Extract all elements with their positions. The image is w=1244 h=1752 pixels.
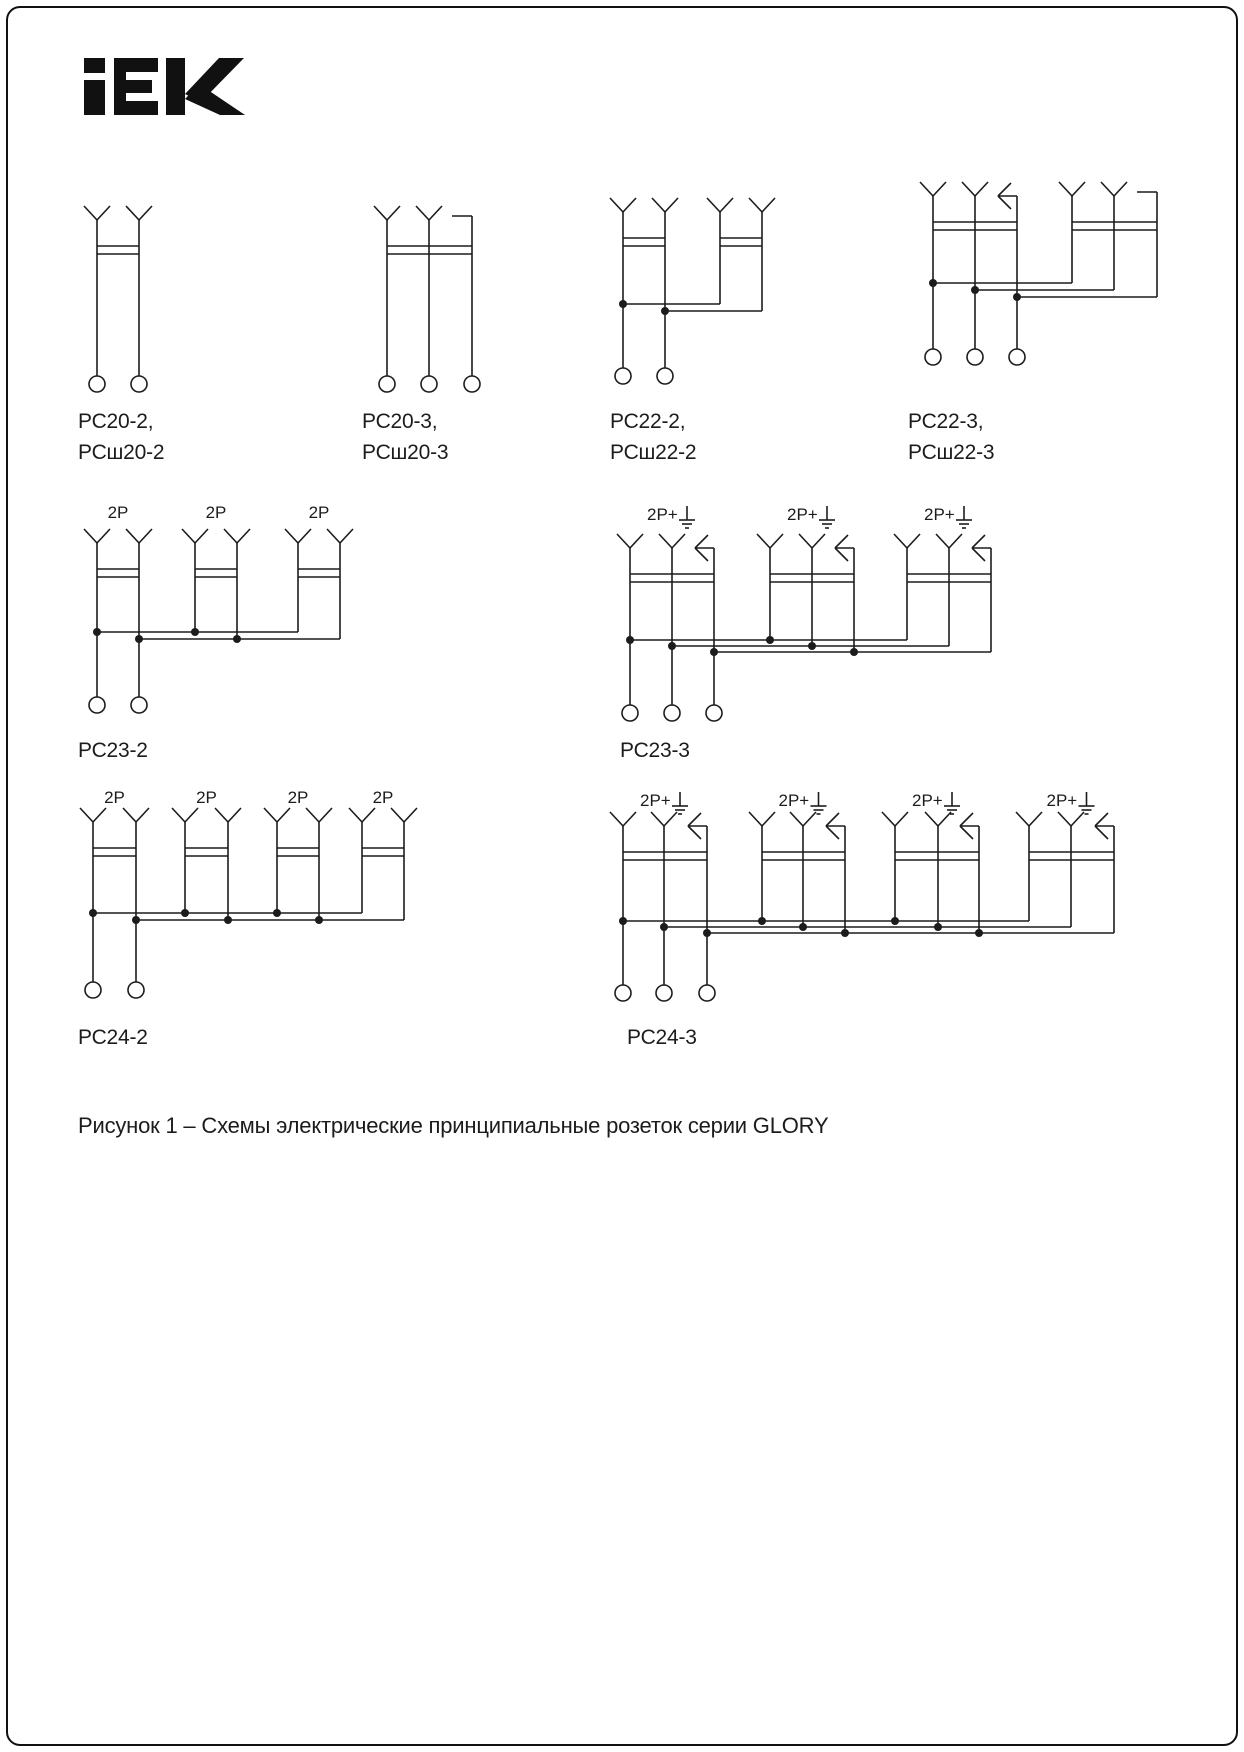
wire bbox=[327, 529, 340, 543]
wire bbox=[972, 548, 985, 561]
wire bbox=[136, 808, 149, 822]
wire bbox=[1095, 813, 1108, 826]
wire bbox=[610, 198, 623, 212]
socket-contact-icon bbox=[790, 812, 816, 826]
wire bbox=[998, 183, 1011, 196]
terminal-circle bbox=[89, 697, 105, 713]
terminal-circle bbox=[664, 705, 680, 721]
wire bbox=[630, 534, 643, 548]
junction-dot bbox=[233, 635, 241, 643]
group-label: 2Р bbox=[372, 788, 394, 807]
earth-icon bbox=[672, 792, 688, 814]
group-label: 2Р bbox=[205, 503, 227, 522]
group-label: 2Р bbox=[308, 503, 330, 522]
socket-contact-icon bbox=[126, 206, 152, 220]
wire bbox=[812, 534, 825, 548]
wire bbox=[237, 529, 250, 543]
wire bbox=[80, 808, 93, 822]
junction-dot bbox=[799, 923, 807, 931]
group-label: 2Р+ bbox=[787, 505, 818, 524]
wire bbox=[894, 534, 907, 548]
wire bbox=[298, 529, 311, 543]
figure-caption: Рисунок 1 – Схемы электрические принципиальные розеток серии GLORY bbox=[78, 1113, 829, 1138]
socket-contact-icon bbox=[224, 529, 250, 543]
schematic-label-rc22-2: РС22-2, РСш22-2 bbox=[610, 410, 697, 464]
junction-dot bbox=[929, 279, 937, 287]
socket-contact-icon bbox=[416, 206, 442, 220]
wire bbox=[695, 548, 708, 561]
terminal-circle bbox=[379, 376, 395, 392]
group-label: 2Р bbox=[287, 788, 309, 807]
group-label: 2Р+ bbox=[778, 791, 810, 810]
group-label: 2Р+ bbox=[1046, 791, 1078, 810]
junction-dot bbox=[703, 929, 711, 937]
earth-icon bbox=[1079, 792, 1095, 814]
wire bbox=[340, 529, 353, 543]
wire bbox=[224, 529, 237, 543]
junction-dot bbox=[934, 923, 942, 931]
wire bbox=[933, 182, 946, 196]
wire bbox=[688, 826, 701, 839]
wire bbox=[920, 182, 933, 196]
wire bbox=[659, 534, 672, 548]
wire bbox=[416, 206, 429, 220]
wire bbox=[938, 812, 951, 826]
wire bbox=[960, 813, 973, 826]
junction-dot bbox=[191, 628, 199, 636]
wire bbox=[617, 534, 630, 548]
schematic-rc23-3 bbox=[617, 505, 991, 721]
wire bbox=[720, 198, 733, 212]
ground-contact-icon bbox=[1095, 813, 1114, 839]
terminal-circle bbox=[89, 376, 105, 392]
wire bbox=[97, 206, 110, 220]
socket-contact-icon bbox=[799, 534, 825, 548]
schematic-rc20-3 bbox=[374, 206, 480, 392]
wire bbox=[139, 529, 152, 543]
wire bbox=[277, 808, 290, 822]
wire bbox=[84, 206, 97, 220]
socket-contact-icon bbox=[757, 534, 783, 548]
wire bbox=[429, 206, 442, 220]
socket-contact-icon bbox=[374, 206, 400, 220]
ground-contact-icon bbox=[972, 535, 991, 561]
wire bbox=[1016, 812, 1029, 826]
wire bbox=[362, 808, 375, 822]
socket-contact-icon bbox=[84, 206, 110, 220]
wire bbox=[907, 534, 920, 548]
terminal-circle bbox=[967, 349, 983, 365]
earth-icon bbox=[819, 506, 835, 528]
wire bbox=[688, 813, 701, 826]
socket-contact-icon bbox=[749, 198, 775, 212]
terminal-circle bbox=[85, 982, 101, 998]
ground-contact-icon bbox=[960, 813, 979, 839]
iek-logo-shape bbox=[114, 58, 158, 72]
junction-dot bbox=[619, 300, 627, 308]
wire bbox=[93, 808, 106, 822]
junction-dot bbox=[808, 642, 816, 650]
wire bbox=[306, 808, 319, 822]
wire bbox=[652, 198, 665, 212]
socket-contact-icon bbox=[707, 198, 733, 212]
earth-icon bbox=[956, 506, 972, 528]
wire bbox=[610, 812, 623, 826]
junction-dot bbox=[975, 929, 983, 937]
socket-contact-icon bbox=[1016, 812, 1042, 826]
socket-contact-icon bbox=[652, 198, 678, 212]
earth-icon bbox=[679, 506, 695, 528]
group-label: 2Р+ bbox=[924, 505, 955, 524]
socket-contact-icon bbox=[920, 182, 946, 196]
junction-dot bbox=[619, 917, 627, 925]
wire bbox=[826, 813, 839, 826]
wire bbox=[695, 535, 708, 548]
junction-dot bbox=[89, 909, 97, 917]
schematic-label-rc23-2: РС23-2 bbox=[78, 739, 148, 762]
wire bbox=[826, 826, 839, 839]
wire bbox=[762, 812, 775, 826]
socket-contact-icon bbox=[285, 529, 311, 543]
junction-dot bbox=[710, 648, 718, 656]
socket-contact-icon bbox=[962, 182, 988, 196]
wire bbox=[749, 198, 762, 212]
wire bbox=[97, 529, 110, 543]
wire bbox=[803, 812, 816, 826]
wire bbox=[665, 198, 678, 212]
junction-dot bbox=[660, 923, 668, 931]
socket-contact-icon bbox=[651, 812, 677, 826]
terminal-circle bbox=[615, 368, 631, 384]
wire bbox=[962, 182, 975, 196]
socket-contact-icon bbox=[749, 812, 775, 826]
junction-dot bbox=[626, 636, 634, 644]
wire bbox=[228, 808, 241, 822]
terminal-circle bbox=[706, 705, 722, 721]
wire bbox=[972, 535, 985, 548]
junction-dot bbox=[668, 642, 676, 650]
socket-contact-icon bbox=[264, 808, 290, 822]
wire bbox=[672, 534, 685, 548]
wire bbox=[707, 198, 720, 212]
wire bbox=[139, 206, 152, 220]
group-label: 2Р bbox=[104, 788, 125, 807]
socket-contact-icon bbox=[391, 808, 417, 822]
socket-contact-icon bbox=[1101, 182, 1127, 196]
wire bbox=[84, 529, 97, 543]
group-label: 2Р bbox=[196, 788, 217, 807]
wire bbox=[762, 198, 775, 212]
socket-contact-icon bbox=[617, 534, 643, 548]
schematic-label-rc20-3: РС20-3, РСш20-3 bbox=[362, 410, 449, 464]
schematic-label-rc23-3: РС23-3 bbox=[620, 739, 690, 762]
socket-contact-icon bbox=[80, 808, 106, 822]
wire bbox=[1058, 812, 1071, 826]
terminal-circle bbox=[699, 985, 715, 1001]
wire bbox=[623, 198, 636, 212]
wire bbox=[757, 534, 770, 548]
iek-logo bbox=[84, 58, 245, 115]
terminal-circle bbox=[656, 985, 672, 1001]
wire bbox=[651, 812, 664, 826]
schematic-label-rc24-2: РС24-2 bbox=[78, 1026, 148, 1049]
schematic-rc24-2 bbox=[80, 788, 417, 998]
junction-dot bbox=[971, 286, 979, 294]
group-label: 2Р+ bbox=[647, 505, 678, 524]
socket-contact-icon bbox=[894, 534, 920, 548]
junction-dot bbox=[273, 909, 281, 917]
wire bbox=[172, 808, 185, 822]
junction-dot bbox=[315, 916, 323, 924]
wire bbox=[790, 812, 803, 826]
terminal-circle bbox=[657, 368, 673, 384]
socket-contact-icon bbox=[84, 529, 110, 543]
junction-dot bbox=[93, 628, 101, 636]
terminal-circle bbox=[615, 985, 631, 1001]
ground-contact-icon bbox=[998, 183, 1017, 209]
terminal-circle bbox=[128, 982, 144, 998]
wire bbox=[1029, 812, 1042, 826]
schematic-rc20-2 bbox=[84, 206, 152, 392]
socket-contact-icon bbox=[936, 534, 962, 548]
wire bbox=[126, 206, 139, 220]
wire bbox=[285, 529, 298, 543]
junction-dot bbox=[766, 636, 774, 644]
iek-logo-shape bbox=[166, 58, 185, 115]
group-label: 2Р+ bbox=[640, 791, 671, 810]
socket-contact-icon bbox=[126, 529, 152, 543]
junction-dot bbox=[132, 916, 140, 924]
schematic-rc24-3 bbox=[610, 791, 1114, 1001]
wire bbox=[195, 529, 208, 543]
wire bbox=[949, 534, 962, 548]
junction-dot bbox=[850, 648, 858, 656]
wire bbox=[664, 812, 677, 826]
wire bbox=[770, 534, 783, 548]
terminal-circle bbox=[1009, 349, 1025, 365]
wire bbox=[391, 808, 404, 822]
socket-contact-icon bbox=[123, 808, 149, 822]
wire bbox=[123, 808, 136, 822]
wire bbox=[182, 529, 195, 543]
iek-logo-shape bbox=[84, 80, 105, 115]
wire bbox=[936, 534, 949, 548]
socket-contact-icon bbox=[925, 812, 951, 826]
wire bbox=[185, 808, 198, 822]
earth-icon bbox=[944, 792, 960, 814]
wire bbox=[1114, 182, 1127, 196]
socket-contact-icon bbox=[610, 812, 636, 826]
junction-dot bbox=[135, 635, 143, 643]
wire bbox=[264, 808, 277, 822]
group-label: 2Р+ bbox=[912, 791, 943, 810]
junction-dot bbox=[758, 917, 766, 925]
socket-contact-icon bbox=[349, 808, 375, 822]
socket-contact-icon bbox=[172, 808, 198, 822]
ground-contact-icon bbox=[688, 813, 707, 839]
wire bbox=[404, 808, 417, 822]
ground-contact-icon bbox=[695, 535, 714, 561]
junction-dot bbox=[1013, 293, 1021, 301]
wire bbox=[799, 534, 812, 548]
wire bbox=[1101, 182, 1114, 196]
group-label: 2Р bbox=[107, 503, 129, 522]
socket-contact-icon bbox=[306, 808, 332, 822]
junction-dot bbox=[181, 909, 189, 917]
terminal-circle bbox=[131, 697, 147, 713]
terminal-circle bbox=[464, 376, 480, 392]
wire bbox=[126, 529, 139, 543]
socket-contact-icon bbox=[659, 534, 685, 548]
wire bbox=[1071, 812, 1084, 826]
junction-dot bbox=[661, 307, 669, 315]
terminal-circle bbox=[622, 705, 638, 721]
iek-logo-shape bbox=[114, 101, 158, 115]
wire bbox=[925, 812, 938, 826]
wire bbox=[960, 826, 973, 839]
wire bbox=[975, 182, 988, 196]
schematic-label-rc24-3: РС24-3 bbox=[627, 1026, 697, 1049]
socket-contact-icon bbox=[182, 529, 208, 543]
socket-contact-icon bbox=[1059, 182, 1085, 196]
ground-contact-icon bbox=[835, 535, 854, 561]
socket-contact-icon bbox=[215, 808, 241, 822]
schematic-rc22-2 bbox=[610, 198, 775, 384]
socket-contact-icon bbox=[1058, 812, 1084, 826]
wire bbox=[998, 196, 1011, 209]
wire bbox=[749, 812, 762, 826]
wire bbox=[1072, 182, 1085, 196]
wire bbox=[387, 206, 400, 220]
wire bbox=[882, 812, 895, 826]
wire bbox=[215, 808, 228, 822]
wire bbox=[623, 812, 636, 826]
wire bbox=[349, 808, 362, 822]
wire bbox=[1095, 826, 1108, 839]
iek-logo-shape bbox=[84, 58, 105, 73]
ground-contact-icon bbox=[826, 813, 845, 839]
wire bbox=[374, 206, 387, 220]
terminal-circle bbox=[421, 376, 437, 392]
socket-contact-icon bbox=[610, 198, 636, 212]
schematic-rc23-2 bbox=[84, 503, 353, 713]
socket-contact-icon bbox=[882, 812, 908, 826]
wire bbox=[319, 808, 332, 822]
junction-dot bbox=[891, 917, 899, 925]
wire bbox=[895, 812, 908, 826]
terminal-circle bbox=[925, 349, 941, 365]
junction-dot bbox=[224, 916, 232, 924]
junction-dot bbox=[841, 929, 849, 937]
wire bbox=[835, 548, 848, 561]
socket-contact-icon bbox=[327, 529, 353, 543]
schematic-rc22-3 bbox=[920, 182, 1157, 365]
wire bbox=[835, 535, 848, 548]
earth-icon bbox=[811, 792, 827, 814]
iek-logo-shape bbox=[114, 80, 152, 93]
wire bbox=[1059, 182, 1072, 196]
schematic-label-rc20-2: РС20-2, РСш20-2 bbox=[78, 410, 165, 464]
terminal-circle bbox=[131, 376, 147, 392]
schematic-label-rc22-3: РС22-3, РСш22-3 bbox=[908, 410, 995, 464]
